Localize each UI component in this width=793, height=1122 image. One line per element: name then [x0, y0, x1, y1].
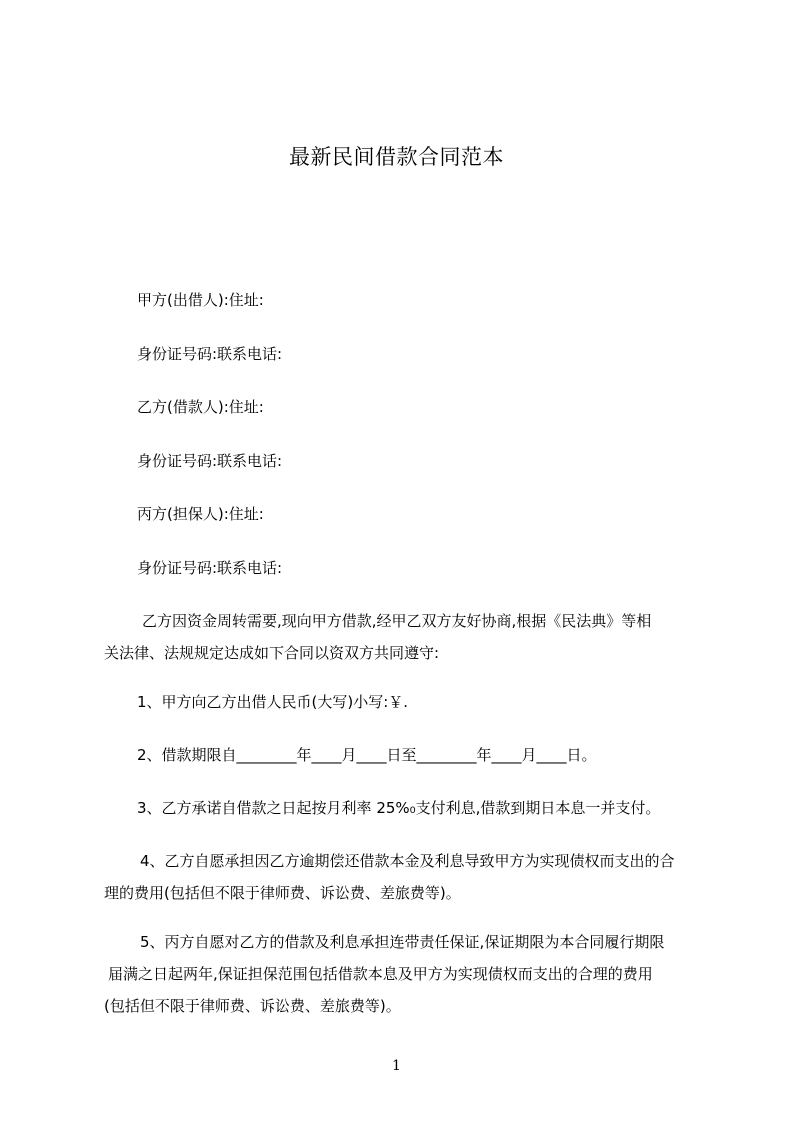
clause-4-line-1: 4、乙方自愿承担因乙方逾期偿还借款本金及利息导致甲方为实现债权而支出的合 [140, 852, 675, 870]
page-number: 1 [392, 1058, 401, 1074]
clause-4-line-2: 理的费用(包括但不限于律师费、诉讼费、差旅费等)。 [104, 884, 461, 902]
clause-5-line-1: 5、丙方自愿对乙方的借款及利息承担连带责任保证,保证期限为本合同履行期限 [140, 933, 665, 951]
preamble-line-2: 关法律、法规规定达成如下合同以资双方共同遵守: [104, 644, 440, 662]
preamble-paragraph [104, 605, 704, 669]
clause-3: 3、乙方承诺自借款之日起按月利率 25%₀支付利息,借款到期日本息一并支付。 [137, 799, 661, 817]
lender-id-phone-line: 身份证号码:联系电话: [137, 345, 283, 363]
borrower-address-line: 乙方(借款人):住址: [137, 398, 264, 416]
clause-5-line-3: (包括但不限于律师费、诉讼费、差旅费等)。 [104, 997, 401, 1015]
guarantor-id-phone-line: 身份证号码:联系电话: [137, 559, 283, 577]
guarantor-address-line: 丙方(担保人):住址: [137, 505, 264, 523]
lender-address-line: 甲方(出借人):住址: [137, 291, 264, 309]
document-title: 最新民间借款合同范本 [289, 145, 504, 169]
clause-1: 1、甲方向乙方出借人民币(大写)小写:￥. [137, 693, 409, 711]
preamble-line-1: 乙方因资金周转需要,现向甲方借款,经甲乙双方友好协商,根据《民法典》等相 [142, 612, 652, 630]
borrower-id-phone-line: 身份证号码:联系电话: [137, 452, 283, 470]
clause-2: 2、借款期限自________年____月____日至________年____月____日。 [137, 746, 597, 764]
clause-5-line-2: 届满之日起两年,保证担保范围包括借款本息及甲方为实现债权而支出的合理的费用 [108, 965, 653, 983]
clause-5 [104, 926, 704, 1022]
clause-4 [104, 845, 704, 909]
